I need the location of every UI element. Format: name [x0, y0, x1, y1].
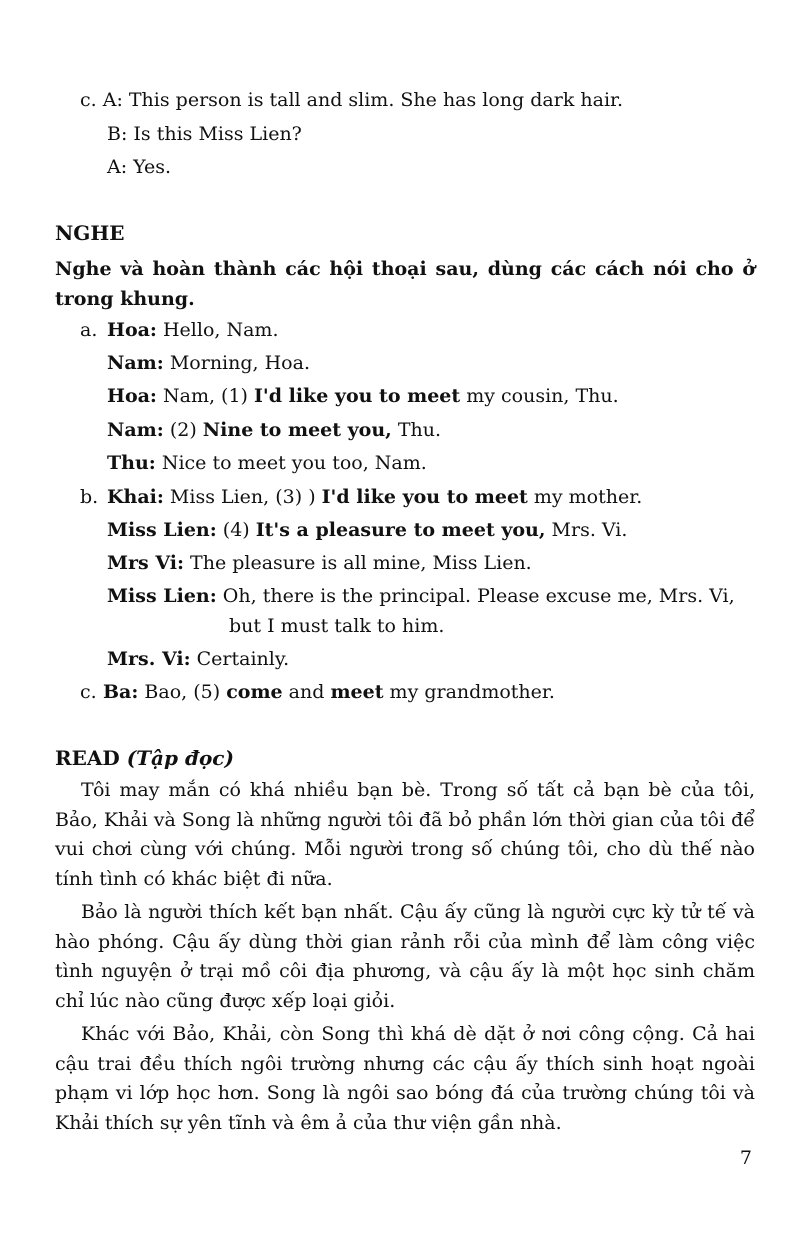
reading-paragraph-3: Khác với Bảo, Khải, còn Song thì khá dè dặt ở nơi công cộng. Cả hai cậu trai đều thích ngôi trường nhưng các cậu ấy thích sinh hoạt ngoài phạm vi lớp học hơn. Song là ngôi sao bóng đá của trường chúng tôi và Khải thích sự yên tĩnh và êm ả của thư viện gần nhà.: [55, 1023, 755, 1134]
listen-instruction: Nghe và hoàn thành các hội thoại sau, dùng các cách nói cho ở trong khung.: [55, 258, 755, 310]
speaker-name: Khai:: [107, 486, 164, 508]
dialogue-a-line-3: [107, 384, 619, 408]
answer-phrase: I'd like you to meet: [321, 486, 528, 508]
dialogue-b-line-2: [107, 518, 627, 542]
dialogue-text: Bao, (5): [138, 681, 227, 703]
reading-text: [55, 776, 755, 1138]
speaker-name: Mrs. Vi:: [107, 648, 191, 670]
dialogue-a-line-1: [107, 318, 279, 342]
dialogue-b-line-6: [107, 647, 289, 671]
dialogue-text: my mother.: [527, 486, 643, 508]
dialogue-text: Nam, (1): [156, 385, 254, 407]
answer-phrase: come: [226, 681, 283, 703]
dialogue-text: (2): [163, 419, 203, 441]
dialogue-c-line-3: A: Yes.: [107, 156, 172, 178]
dialogue-b-line-3: [107, 551, 532, 575]
dialogue-text: Morning, Hoa.: [163, 352, 310, 374]
answer-phrase: I'd like you to meet: [254, 385, 461, 407]
dialogue-a-line-5: [107, 451, 427, 475]
speaker-name: Mrs Vi:: [107, 552, 184, 574]
dialogue-text: Nice to meet you too, Nam.: [155, 452, 427, 474]
dialogue-text: Oh, there is the principal. Please excuse me, Mrs. Vi,: [216, 585, 735, 607]
dialogue-text: my grandmother.: [383, 681, 555, 703]
page-number: 7: [739, 1147, 752, 1169]
dialogue-a-line-2: [107, 351, 310, 375]
answer-phrase: It's a pleasure to meet you,: [255, 519, 546, 541]
speaker-name: Hoa:: [107, 319, 157, 341]
read-heading-subtitle: (Tập đọc): [126, 746, 234, 770]
dialogue-text: Thu.: [391, 419, 442, 441]
reading-paragraph-1: Tôi may mắn có khá nhiều bạn bè. Trong số tất cả bạn bè của tôi, Bảo, Khải và Song là những người tôi đã bỏ phần lớn thời gian của tôi để vui chơi cùng với chúng. Mỗi người trong số chúng tôi, cho dù thế nào tính tình có khác biệt đi nữa.: [55, 779, 755, 890]
dialogue-text: my cousin, Thu.: [460, 385, 619, 407]
speaker-name: Ba:: [103, 681, 139, 703]
dialogue-a-marker: a.: [80, 319, 98, 341]
dialogue-c-line-1: c. A: This person is tall and slim. She has long dark hair.: [80, 89, 624, 111]
read-heading: [55, 746, 234, 770]
speaker-name: Nam:: [107, 352, 164, 374]
listen-heading: NGHE: [55, 221, 125, 245]
reading-paragraph-2: Bảo là người thích kết bạn nhất. Cậu ấy cũng là người cực kỳ tử tế và hào phóng. Cậu ấy dùng thời gian rảnh rỗi của mình để làm công việc tình nguyện ở trại mồ côi địa phương, và cậu ấy là một học sinh chăm chỉ lúc nào cũng được xếp loại giỏi.: [55, 901, 755, 1012]
speaker-name: Miss Lien:: [107, 585, 217, 607]
dialogue-text: Mrs. Vi.: [545, 519, 628, 541]
dialogue-text: Miss Lien, (3) ): [163, 486, 322, 508]
speaker-name: Miss Lien:: [107, 519, 217, 541]
answer-phrase: Nine to meet you,: [202, 419, 392, 441]
speaker-name: Thu:: [107, 452, 156, 474]
dialogue-text: (4): [216, 519, 256, 541]
dialogue-b-line-4: [107, 584, 735, 608]
dialogue-a-line-4: [107, 418, 441, 442]
read-heading-title: READ: [55, 746, 120, 770]
speaker-name: Hoa:: [107, 385, 157, 407]
dialogue-c-marker: c.: [80, 681, 97, 703]
answer-phrase: meet: [330, 681, 384, 703]
dialogue-text: Hello, Nam.: [156, 319, 279, 341]
dialogue-text: and: [282, 681, 331, 703]
dialogue-text: The pleasure is all mine, Miss Lien.: [184, 552, 532, 574]
dialogue-b-marker: b.: [80, 486, 99, 508]
speaker-name: Nam:: [107, 419, 164, 441]
dialogue-text: Certainly.: [190, 648, 290, 670]
dialogue-c-ba-line: [103, 680, 555, 704]
dialogue-c-line-2: B: Is this Miss Lien?: [107, 123, 302, 145]
dialogue-b-line-5: but I must talk to him.: [229, 615, 445, 637]
dialogue-b-line-1: [107, 485, 642, 509]
